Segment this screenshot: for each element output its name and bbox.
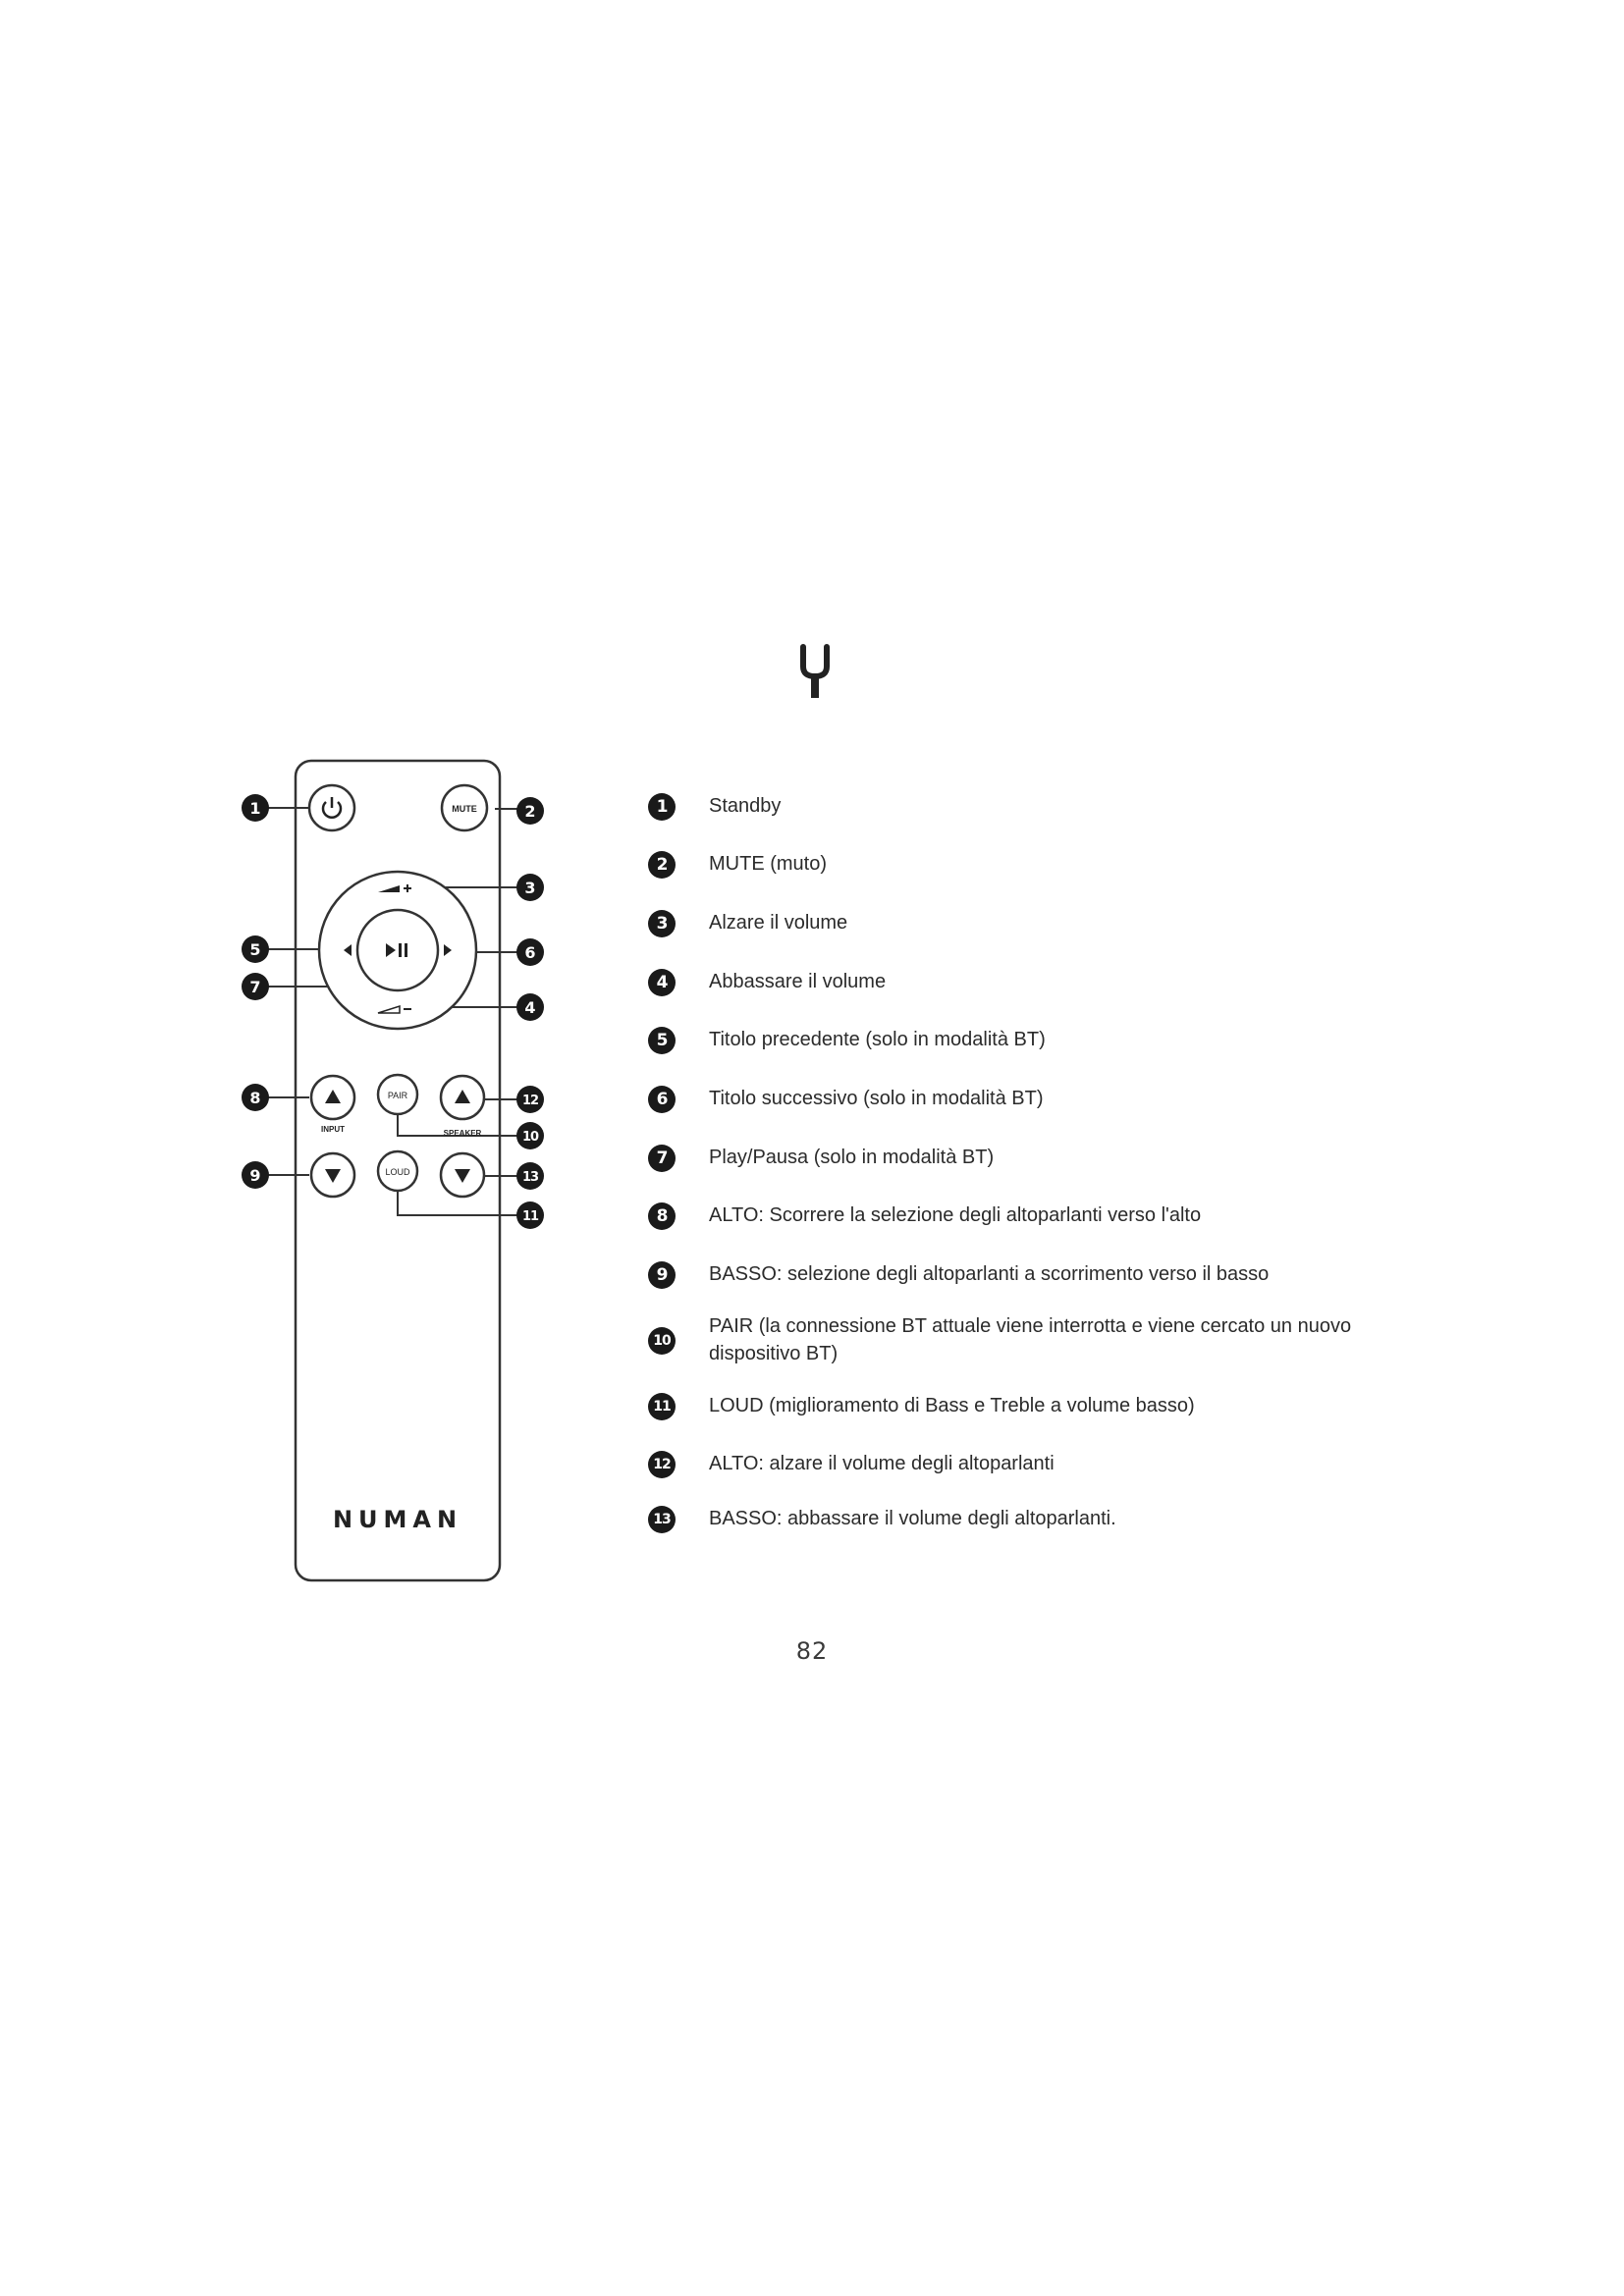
number-badge: 8: [648, 1202, 676, 1230]
number-badge: 5: [648, 1027, 676, 1054]
callout-label: 5: [249, 940, 261, 959]
legend-text: Titolo precedente (solo in modalità BT): [709, 1029, 1046, 1050]
number-badge: 12: [648, 1451, 676, 1478]
mute-label: MUTE: [452, 804, 477, 814]
legend-item: [648, 1505, 1394, 1533]
callout-label: 4: [524, 998, 536, 1017]
pair-label: PAIR: [387, 1091, 408, 1100]
legend-item: [648, 792, 1394, 821]
number-badge: 6: [648, 1086, 676, 1113]
legend-item: [648, 1392, 1394, 1420]
number-badge: 13: [648, 1506, 676, 1533]
speaker-label: SPEAKER: [443, 1129, 482, 1138]
legend-item: [648, 909, 1394, 937]
callout-label: 2: [524, 802, 536, 821]
legend-item: [648, 1260, 1394, 1289]
number-badge: 10: [648, 1327, 676, 1355]
legend-item: [648, 1312, 1394, 1367]
page-number: 82: [795, 1637, 829, 1665]
legend-text: MUTE (muto): [709, 853, 827, 875]
legend-text: Standby: [709, 795, 782, 817]
callout-label: 1: [249, 799, 261, 818]
callout-label: 12: [521, 1094, 539, 1108]
number-badge: 9: [648, 1261, 676, 1289]
legend-item: [648, 850, 1394, 879]
number-badge: 1: [648, 793, 676, 821]
legend-text: Play/Pausa (solo in modalità BT): [709, 1147, 995, 1168]
number-badge: 11: [648, 1393, 676, 1420]
legend-text: Titolo successivo (solo in modalità BT): [709, 1088, 1044, 1109]
number-badge: 3: [648, 910, 676, 937]
legend-item: [648, 1026, 1394, 1054]
callout-label: 7: [249, 978, 261, 996]
legend-item: [648, 1085, 1394, 1113]
input-label: INPUT: [321, 1125, 345, 1134]
legend-text: BASSO: selezione degli altoparlanti a scorrimento verso il basso: [709, 1263, 1270, 1285]
legend-text: LOUD (miglioramento di Bass e Treble a volume basso): [709, 1395, 1195, 1416]
legend-item: [648, 1201, 1394, 1230]
callout-label: 11: [521, 1209, 539, 1224]
legend-item: [648, 1450, 1394, 1478]
play-pause-button: [357, 910, 438, 990]
legend-item: [648, 1144, 1394, 1172]
legend-text: ALTO: Scorrere la selezione degli altoparlanti verso l'alto: [709, 1204, 1202, 1226]
loud-label: LOUD: [385, 1167, 410, 1177]
callout-label: 13: [521, 1170, 539, 1185]
legend-text: Abbassare il volume: [709, 971, 887, 992]
callout-label: 8: [249, 1089, 261, 1107]
legend-text: PAIR (la connessione BT attuale viene interrotta e viene cercato un nuovo dispositivo BT): [709, 1315, 1352, 1364]
number-badge: 4: [648, 969, 676, 996]
legend-item: [648, 968, 1394, 996]
callout-label: 9: [249, 1166, 261, 1185]
number-badge: 7: [648, 1145, 676, 1172]
callout-label: 10: [521, 1130, 539, 1145]
legend-text: BASSO: abbassare il volume degli altoparlanti.: [709, 1508, 1116, 1529]
callout-label: 3: [524, 879, 536, 897]
brand-logo: NUMAN: [332, 1506, 463, 1533]
legend-text: ALTO: alzare il volume degli altoparlanti: [709, 1453, 1055, 1474]
number-badge: 2: [648, 851, 676, 879]
remote-control-illustration: [231, 746, 565, 1590]
tuning-fork-icon: [795, 643, 835, 702]
legend-text: Alzare il volume: [709, 912, 848, 934]
callout-label: 6: [524, 943, 536, 962]
